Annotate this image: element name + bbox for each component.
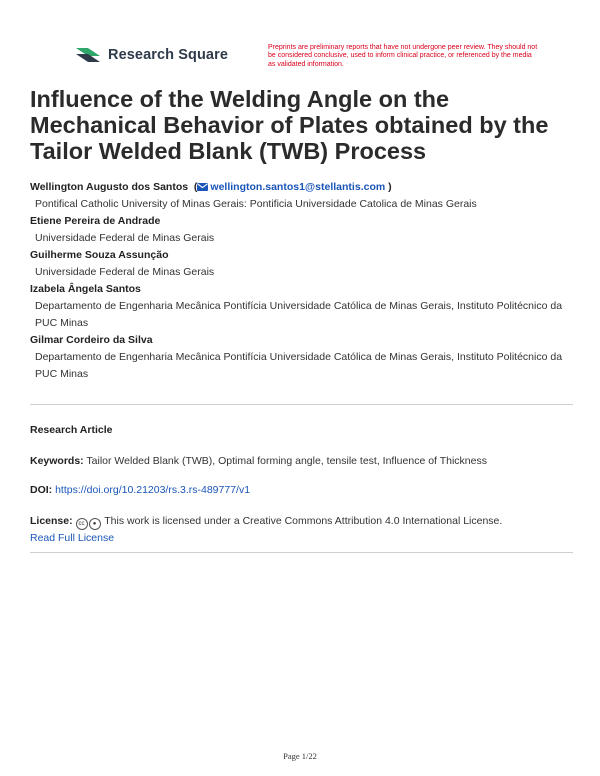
divider <box>30 552 573 553</box>
author-affiliation: Universidade Federal de Minas Gerais <box>35 232 215 244</box>
author-item <box>30 213 575 247</box>
attribution-icon: ● <box>89 518 101 530</box>
paper-title: Influence of the Welding Angle on the Mechanical Behavior of Plates obtained by the Tailor Welded Blank (TWB) Process <box>30 86 549 164</box>
author-name: Gilmar Cordeiro da Silva <box>30 334 153 346</box>
author-name: Izabela Ângela Santos <box>30 283 141 295</box>
author-item <box>30 281 575 332</box>
read-full-license-link[interactable]: Read Full License <box>30 532 115 544</box>
license-text: This work is licensed under a Creative Commons Attribution 4.0 International License. <box>104 515 503 527</box>
keywords-label: Keywords: <box>30 455 84 467</box>
doi-label: DOI: <box>30 484 53 496</box>
doi-link[interactable]: https://doi.org/10.21203/rs.3.rs-489777/v1 <box>55 484 251 496</box>
author-item <box>30 247 575 281</box>
license-label: License: <box>30 515 73 527</box>
license <box>30 513 575 547</box>
author-name: Wellington Augusto dos Santos <box>30 181 189 193</box>
article-type: Research Article <box>30 424 113 436</box>
author-affiliation: Universidade Federal de Minas Gerais <box>35 266 215 278</box>
cc-icon: cc <box>76 518 88 530</box>
author-affiliation: Departamento de Engenharia Mecânica Pontifícia Universidade Católica de Minas Gerais, Instituto Politécnico da PUC Minas <box>35 351 563 380</box>
header <box>0 0 600 80</box>
doi <box>30 484 575 496</box>
keywords <box>30 455 575 467</box>
author-name: Guilherme Souza Assunção <box>30 249 169 261</box>
research-square-logo-icon <box>74 44 102 66</box>
keywords-value: Tailor Welded Blank (TWB), Optimal forming angle, tensile test, Influence of Thickness <box>86 455 487 467</box>
divider <box>30 404 573 405</box>
logo-text: Research Square <box>108 47 228 63</box>
author-name: Etiene Pereira de Andrade <box>30 215 161 227</box>
preprint-notice: Preprints are preliminary reports that have not undergone peer review. They should not be considered conclusive, used to inform clinical practice, or referenced by the media as validated information. <box>268 44 538 68</box>
envelope-icon <box>197 183 208 191</box>
author-affiliation: Pontifical Catholic University of Minas Gerais: Pontificia Universidade Catolica de Minas Gerais <box>35 198 477 210</box>
page-number: Page 1/22 <box>283 751 317 761</box>
author-list <box>30 179 575 383</box>
author-email-link[interactable]: wellington.santos1@stellantis.com <box>210 181 386 193</box>
author-item: Wellington Augusto dos Santos ( wellington.santos1@stellantis.com ) Pontifical Catholic University of Minas Gerais: Pontificia Universidade Catolica de Minas Gerais <box>30 179 575 213</box>
research-square-logo[interactable] <box>74 44 228 66</box>
author-item <box>30 332 575 383</box>
author-affiliation: Departamento de Engenharia Mecânica Pontifícia Universidade Católica de Minas Gerais, Instituto Politécnico da PUC Minas <box>35 300 563 329</box>
